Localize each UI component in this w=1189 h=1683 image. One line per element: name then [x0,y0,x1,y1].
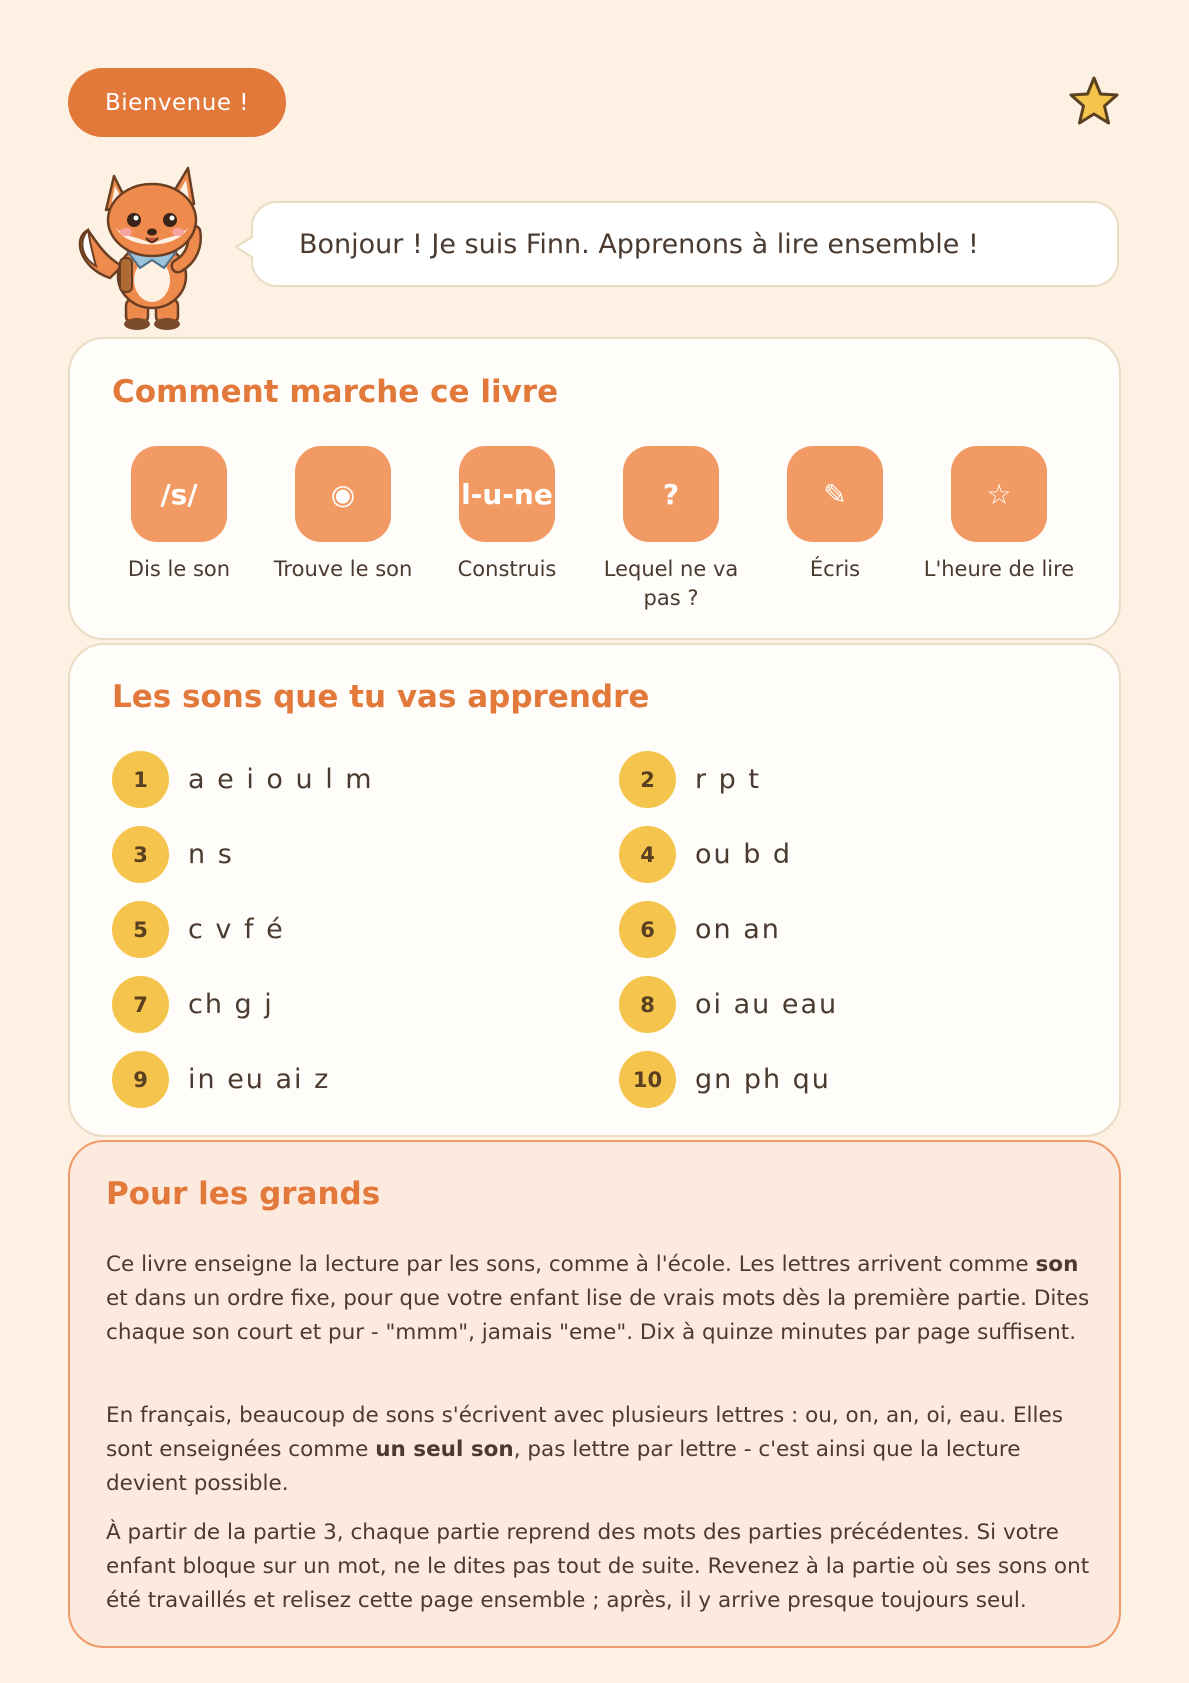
speech-bubble-tail-inner [238,237,254,257]
how-item-label: Écris [809,557,861,581]
question-mark-icon: ? [623,446,719,542]
sound-item [112,1051,330,1108]
sound-item [112,826,234,883]
adults-title: Pour les grands [106,1176,381,1212]
adults-paragraph-3: À partir de la partie 3, chaque partie reprend des mots des parties précédentes. Si votre enfant bloque sur un mot, ne le dites pas tout de suite. Revenez à la partie où ses sons ont été travaillés et relisez cette page ensemble ; après, il y arrive presque toujours seul. [106,1520,1090,1613]
sounds-title: Les sons que tu vas apprendre [112,679,650,715]
how-item-reading-time [919,446,1079,584]
sounds-card [68,643,1121,1137]
say-sound-icon: /s/ [131,446,227,542]
welcome-badge: Bienvenue ! [68,68,286,137]
sound-item [112,751,374,808]
adults-paragraph-1 [106,1248,1091,1350]
sound-number-badge: 7 [112,976,169,1033]
sound-letters: ou b d [695,839,793,870]
speech-bubble: Bonjour ! Je suis Finn. Apprenons à lire ensemble ! [251,201,1119,287]
paragraph-emphasis: son [1035,1252,1079,1277]
how-item-find-sound [263,446,423,584]
sound-number-badge: 6 [619,901,676,958]
sound-item [112,976,274,1033]
build-word-icon: l-u-ne [459,446,555,542]
sound-letters: n s [188,839,234,870]
sound-number-badge: 2 [619,751,676,808]
sound-letters: r p t [695,764,761,795]
star-outline-icon: ☆ [951,446,1047,542]
sound-number-badge: 8 [619,976,676,1033]
fox-mascot-icon [70,158,230,333]
sound-number-badge: 10 [619,1051,676,1108]
how-item-label: Dis le son [127,557,231,581]
star-icon [1066,74,1122,130]
sound-letters: oi au eau [695,989,839,1020]
how-item-label: Lequel ne va pas ? [603,557,739,610]
adults-card [68,1140,1121,1648]
paragraph-text: En français, beaucoup de sons s'écrivent avec plusieurs lettres : ou, on, an, oi, eau. Elles sont enseignées comme [106,1403,1063,1462]
paragraph-text: , pas lettre par lettre - c'est ainsi que la lecture devient possible. [106,1437,1021,1496]
sound-number-badge: 1 [112,751,169,808]
sound-letters: c v f é [188,914,285,945]
how-item-label: Construis [457,557,557,581]
sound-number-badge: 4 [619,826,676,883]
paragraph-text: et dans un ordre fixe, pour que votre enfant lise de vrais mots dès la première partie. Dites chaque son court et pur - "mmm", jamais "eme". Dix à quinze minutes par page suffisent. [106,1286,1090,1345]
how-item-label: Trouve le son [273,557,413,581]
pencil-icon: ✎ [787,446,883,542]
how-item-write [755,446,915,584]
adults-paragraph-2 [106,1399,1091,1501]
target-icon: ◉ [295,446,391,542]
paragraph-emphasis: un seul son [375,1437,514,1462]
how-item-build [427,446,587,584]
how-item-label: L'heure de lire [923,557,1075,581]
paragraph-text: Ce livre enseigne la lecture par les sons, comme à l'école. Les lettres arrivent comme [106,1252,1036,1277]
sound-letters: in eu ai z [188,1064,331,1095]
sound-item [619,751,761,808]
sound-item [112,901,285,958]
sound-letters: a e i o u l m [188,764,374,795]
sound-letters: on an [695,914,781,945]
sound-item [619,826,792,883]
sound-letters: gn ph qu [695,1064,831,1095]
sound-item [619,1051,831,1108]
sound-item [619,901,781,958]
how-it-works-title: Comment marche ce livre [112,374,559,410]
how-it-works-card [68,337,1121,640]
sound-number-badge: 5 [112,901,169,958]
how-item-say-sound [99,446,259,584]
sound-item [619,976,838,1033]
sound-letters: ch g j [188,989,274,1020]
sound-number-badge: 9 [112,1051,169,1108]
sound-number-badge: 3 [112,826,169,883]
how-item-odd-one-out [591,446,751,613]
